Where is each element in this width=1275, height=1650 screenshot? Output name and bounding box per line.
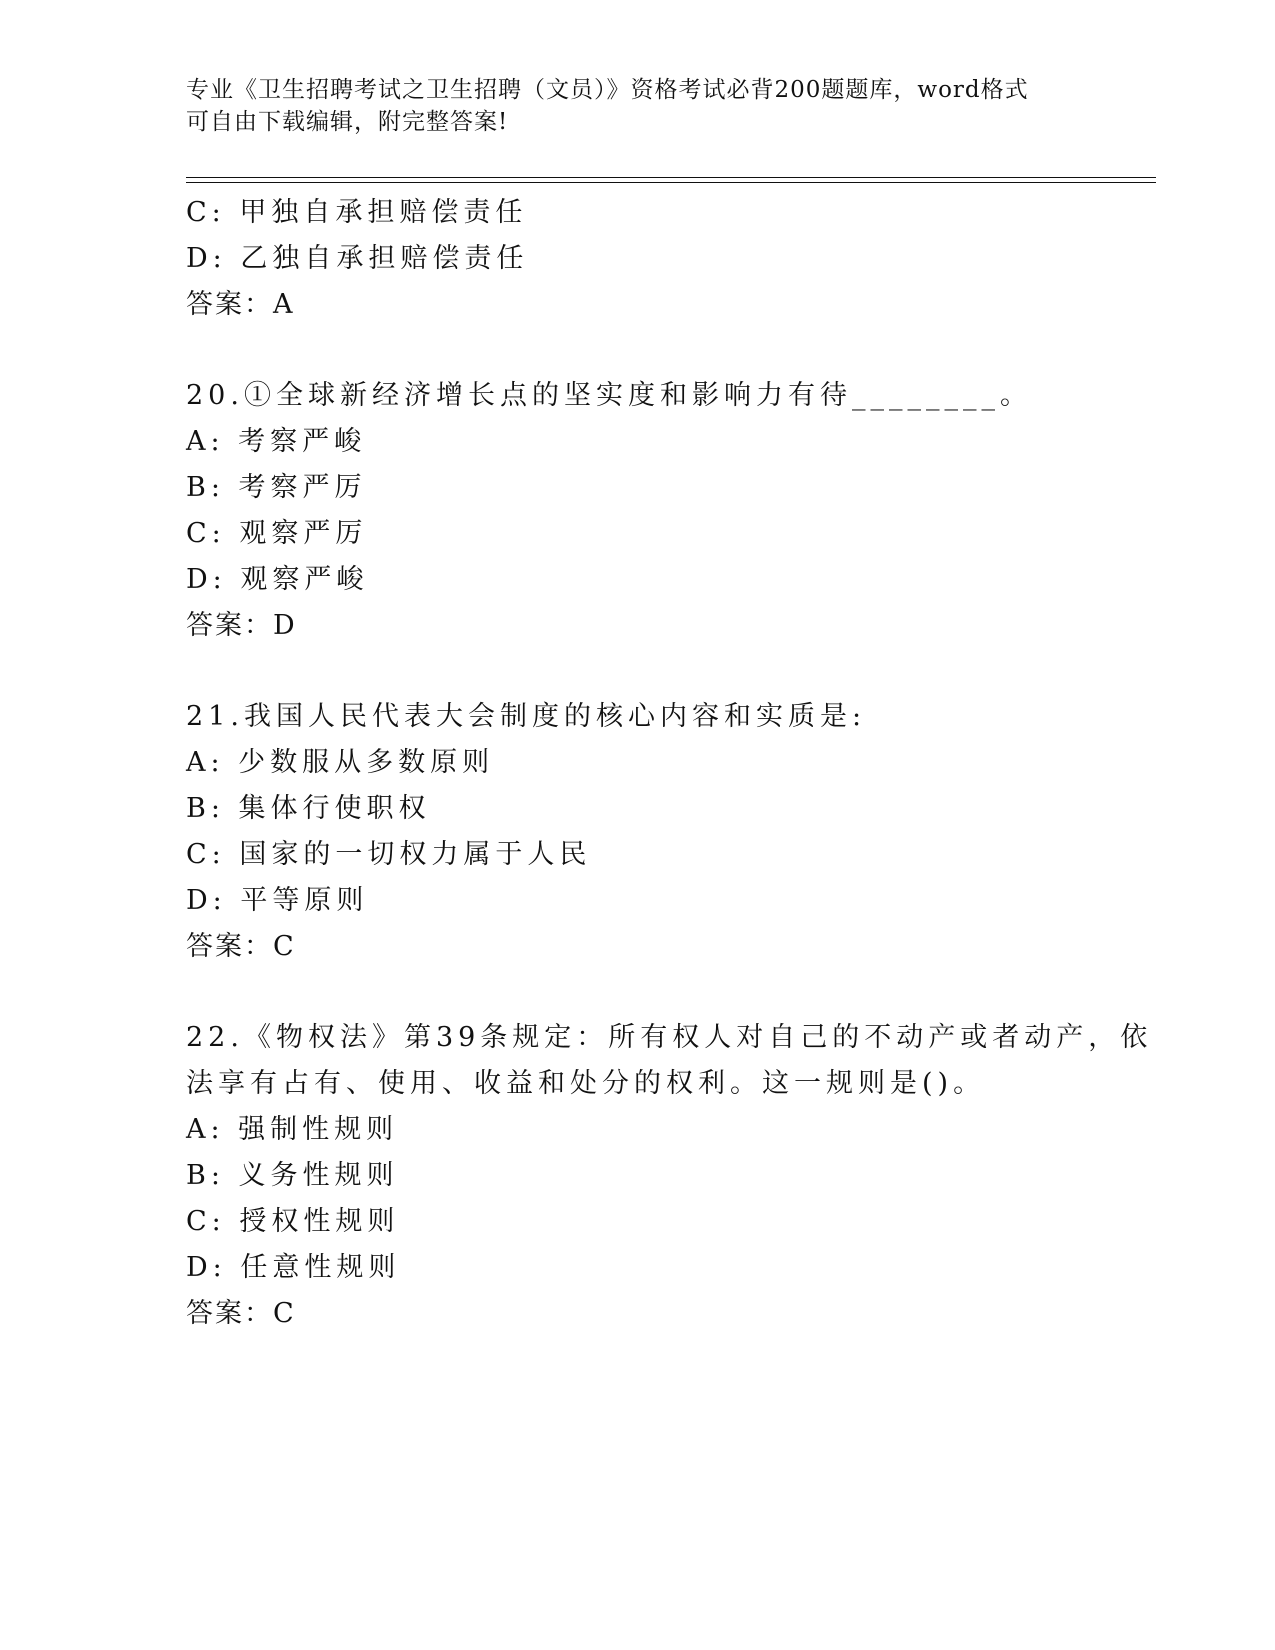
option-b: B: 考察严厉	[186, 472, 367, 503]
option-a: A: 少数服从多数原则	[186, 747, 495, 778]
option-d: D: 观察严峻	[186, 564, 369, 595]
header-line-2: 可自由下载编辑，附完整答案!	[186, 109, 509, 135]
option-c: C: 甲独自承担赔偿责任	[186, 197, 528, 228]
answer-line: 答案：D	[186, 610, 297, 641]
question-text-line-2: 法享有占有、使用、收益和处分的权利。这一规则是()。	[186, 1068, 986, 1099]
question-21	[186, 694, 1086, 970]
option-a: A: 强制性规则	[186, 1114, 399, 1145]
option-a: A: 考察严峻	[186, 426, 367, 457]
question-text: 21.我国人民代表大会制度的核心内容和实质是:	[186, 701, 867, 732]
header-line-1: 专业《卫生招聘考试之卫生招聘（文员）》资格考试必背200题题库，word格式	[186, 77, 1029, 103]
option-c: C: 国家的一切权力属于人民	[186, 839, 592, 870]
question-gap	[186, 328, 1086, 373]
question-22	[186, 1015, 1153, 1337]
question-text-line-1: 22.《物权法》第39条规定：所有权人对自己的不动产或者动产，依	[186, 1022, 1153, 1053]
header-divider-top	[186, 177, 1156, 178]
question-text: 20.①全球新经济增长点的坚实度和影响力有待________。	[186, 380, 1032, 411]
answer-line: 答案：A	[186, 289, 295, 320]
option-d: D: 乙独自承担赔偿责任	[186, 243, 529, 274]
question-content	[186, 190, 1153, 1337]
answer-line: 答案：C	[186, 931, 296, 962]
option-d: D: 平等原则	[186, 885, 369, 916]
question-gap	[186, 970, 1086, 1015]
header-divider-bottom	[186, 182, 1156, 183]
question-gap	[186, 649, 1086, 694]
option-b: B: 集体行使职权	[186, 793, 431, 824]
option-b: B: 义务性规则	[186, 1160, 399, 1191]
option-d: D: 任意性规则	[186, 1252, 401, 1283]
question-19-tail	[186, 190, 1086, 328]
document-header	[186, 74, 1066, 138]
option-c: C: 授权性规则	[186, 1206, 400, 1237]
option-c: C: 观察严厉	[186, 518, 368, 549]
question-20	[186, 373, 1086, 649]
answer-line: 答案：C	[186, 1298, 296, 1329]
